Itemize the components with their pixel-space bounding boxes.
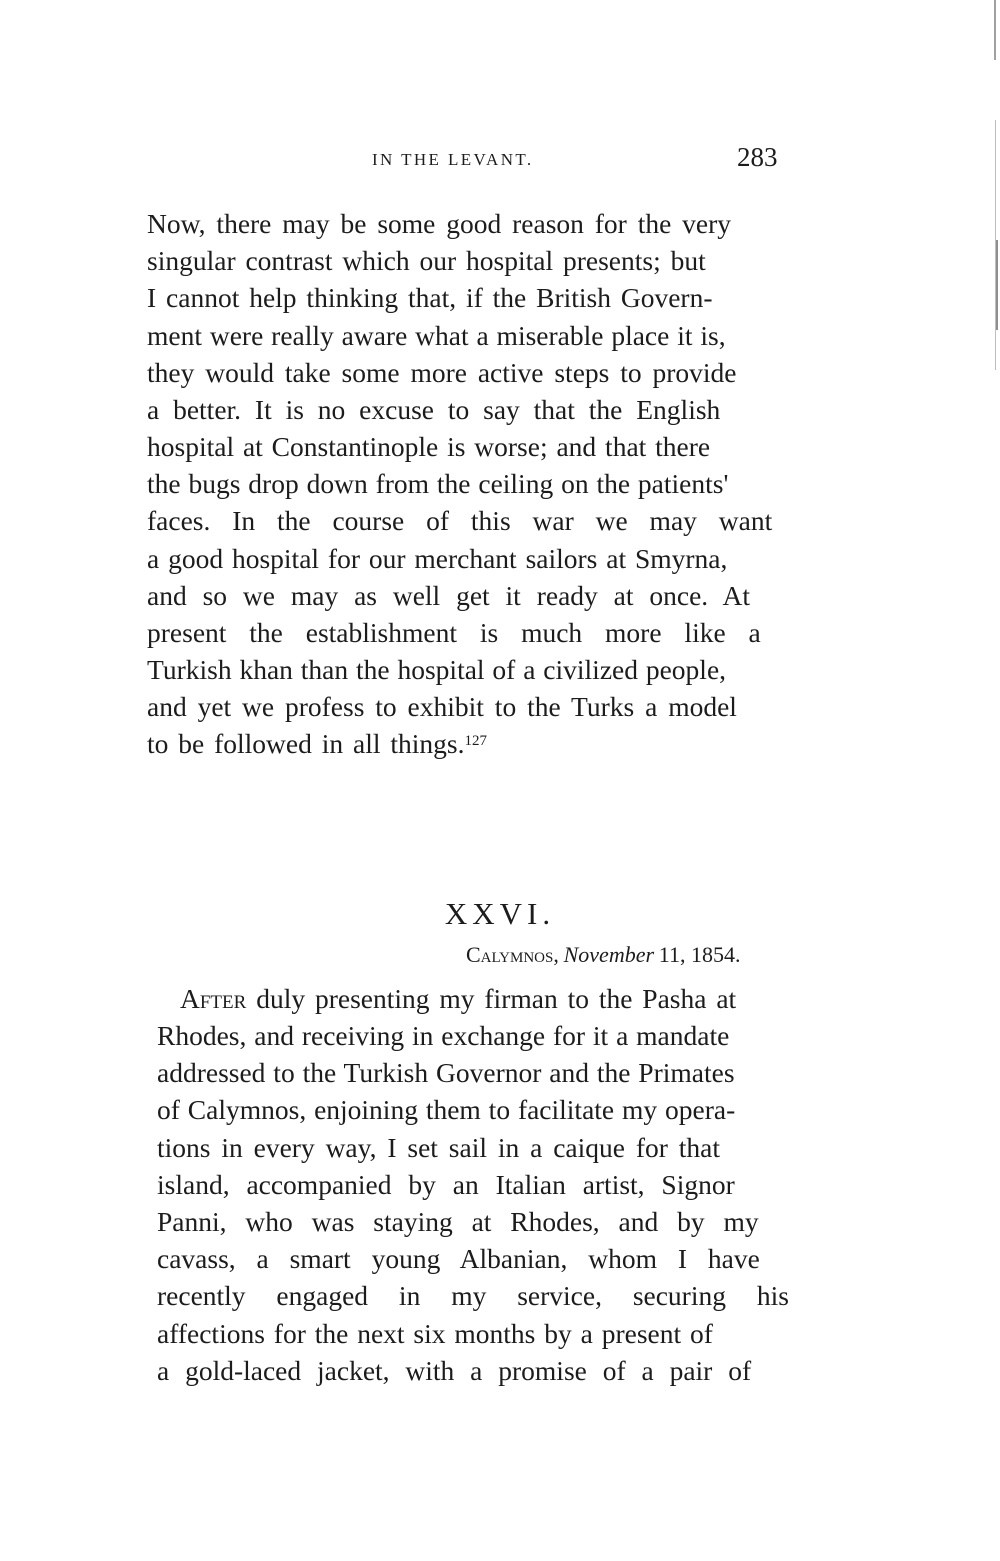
dateline-place: Calymnos, [466,942,559,967]
text-line: Panni, who was staying at Rhodes, and by my [157,1206,759,1237]
text-line: of Calymnos, enjoining them to facilitate my opera- [157,1094,736,1125]
text-line: ment were really aware what a miserable place it is, [147,320,726,351]
scan-edge-mark [994,0,996,60]
text-line: and so we may as well get it ready at once. At [147,580,751,611]
text-line [180,981,736,1017]
line-text: duly presenting my firman to the Pasha at [246,983,737,1014]
text-line: Turkish khan than the hospital of a civilized people, [147,654,727,685]
text-line: island, accompanied by an Italian artist, Signor [157,1169,735,1200]
text-line: hospital at Constantinople is worse; and that there [147,431,711,462]
text-line [147,726,487,762]
dateline [466,942,740,968]
drop-word: After [180,983,247,1014]
text-line: they would take some more active steps to provide [147,357,737,388]
footnote-reference: 127 [464,733,487,749]
text-line: the bugs drop down from the ceiling on the patients' [147,468,729,499]
page-number: 283 [737,142,778,172]
text-line: a better. It is no excuse to say that the English [147,394,721,425]
text-line: a gold-laced jacket, with a promise of a pair of [157,1355,752,1386]
text-line: addressed to the Turkish Governor and the Primates [157,1057,735,1088]
text-line: a good hospital for our merchant sailors at Smyrna, [147,543,728,574]
dateline-month: November [563,942,655,967]
running-head: IN THE LEVANT. [372,150,534,169]
text-line: affections for the next six months by a present of [157,1318,713,1349]
text-line: and yet we profess to exhibit to the Turks a model [147,691,737,722]
scan-edge-mark [996,240,998,330]
text-line: singular contrast which our hospital presents; but [147,245,706,276]
text-line: recently engaged in my service, securing his [157,1280,789,1311]
text-line: I cannot help thinking that, if the British Govern- [147,282,713,313]
text-line: present the establishment is much more like a [147,617,761,648]
dateline-day: 11, 1854. [658,942,741,967]
text-line: faces. In the course of this war we may want [147,505,773,536]
chapter-number: XXVI. [444,896,556,931]
line-text: to be followed in all things. [147,728,465,759]
text-line: tions in every way, I set sail in a caique for that [157,1132,721,1163]
text-line: cavass, a smart young Albanian, whom I have [157,1243,760,1274]
text-line: Rhodes, and receiving in exchange for it a mandate [157,1020,730,1051]
text-line: Now, there may be some good reason for the very [147,208,732,239]
